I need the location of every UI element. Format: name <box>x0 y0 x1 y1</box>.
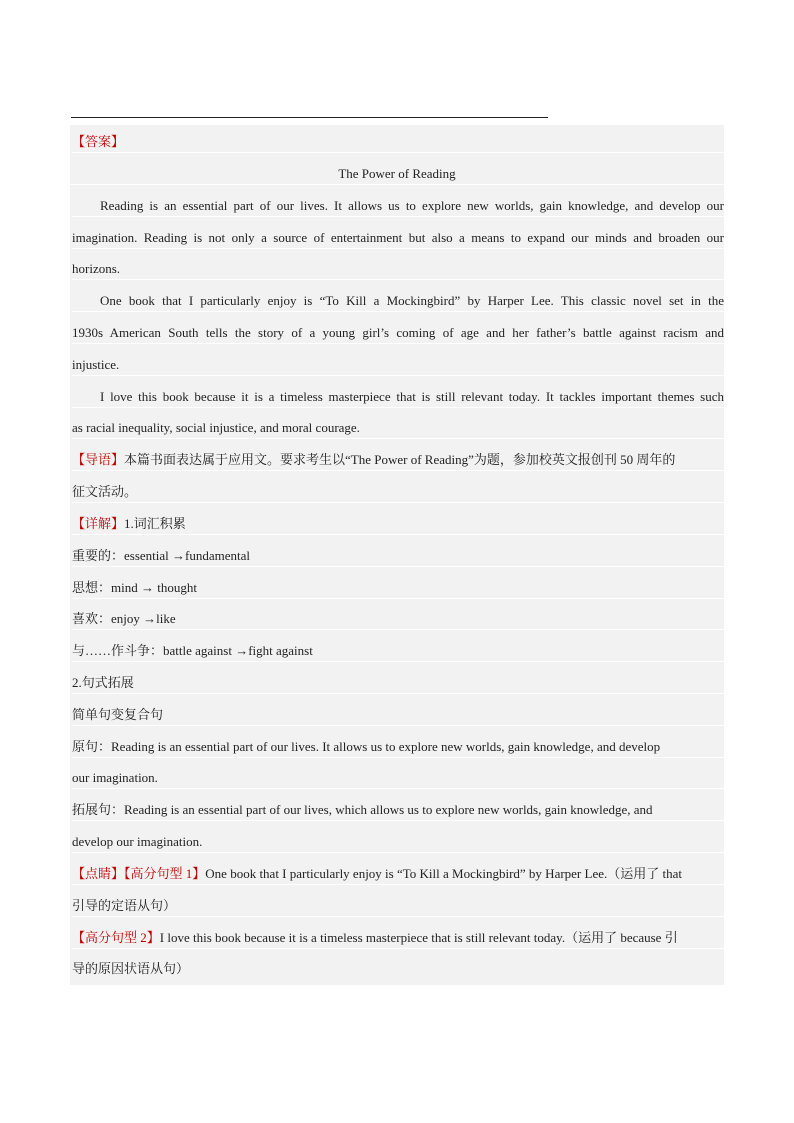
highlight-1-line-2: 引导的定语从句） <box>72 896 724 917</box>
essay-paragraph-3-line-2: as racial inequality, social injustice, and moral courage. <box>72 418 724 439</box>
guide-line-2: 征文活动。 <box>72 482 724 503</box>
highlight-tag: 【点睛】 <box>72 866 125 881</box>
vocab-item: 重要的：essential →fundamental <box>72 546 724 567</box>
highlight-2-line-2: 导的原因状语从句） <box>72 961 190 976</box>
answer-panel <box>70 125 724 985</box>
highlight-2-text: I love this book because it is a timeless masterpiece that is still relevant today.（运用了 because 引 <box>159 930 678 945</box>
essay-paragraph-2-line-2: 1930s American South tells the story of a young girl’s coming of age and her father’s battle against racism and <box>72 323 724 344</box>
answer-tag: 【答案】 <box>72 134 125 149</box>
original-sentence-line-2: our imagination. <box>72 768 724 789</box>
essay-paragraph-2-line-3: injustice. <box>72 355 724 376</box>
guide-text: 本篇书面表达属于应用文。要求考生以“The Power of Reading”为题，参加校英文报创刊 50 周年的 <box>124 452 676 467</box>
section-2-subheading: 简单句变复合句 <box>72 705 724 726</box>
highlight-2-tag: 【高分句型 2】 <box>72 930 160 945</box>
highlight-2-line-1 <box>72 928 724 949</box>
vocab-item: 与……作斗争：battle against →fight against <box>72 641 724 662</box>
essay-paragraph-1-line-1: Reading is an essential part of our lives. It allows us to explore new worlds, gain knowledge, and develop our <box>72 196 724 217</box>
highlight-1-line-1 <box>72 864 724 885</box>
detail-heading-text: 1.词汇积累 <box>124 516 186 531</box>
essay-paragraph-1-line-3: horizons. <box>72 259 724 280</box>
highlight-1-text: One book that I particularly enjoy is “To Kill a Mockingbird” by Harper Lee.（运用了 that <box>205 866 682 881</box>
top-rule <box>71 117 548 118</box>
essay-paragraph-2-line-1: One book that I particularly enjoy is “To Kill a Mockingbird” by Harper Lee. This classic novel set in the <box>72 291 724 312</box>
expanded-sentence-line-1: 拓展句：Reading is an essential part of our lives, which allows us to explore new worlds, gain knowledge, and <box>72 800 724 821</box>
expanded-sentence-line-2: develop our imagination. <box>72 832 724 853</box>
highlight-1-tag: 【高分句型 1】 <box>124 866 206 881</box>
essay-title: The Power of Reading <box>70 164 724 185</box>
essay-paragraph-3-line-1: I love this book because it is a timeless masterpiece that is still relevant today. It tackles important themes such <box>72 387 724 408</box>
original-sentence-line-1: 原句：Reading is an essential part of our lives. It allows us to explore new worlds, gain knowledge, and develop <box>72 737 724 758</box>
detail-heading <box>72 514 724 535</box>
answer-heading <box>72 132 724 153</box>
guide-tag: 【导语】 <box>72 452 125 467</box>
essay-paragraph-1-line-2: imagination. Reading is not only a source of entertainment but also a means to expand our minds and broaden our <box>72 228 724 249</box>
detail-tag: 【详解】 <box>72 516 125 531</box>
vocab-item: 喜欢：enjoy →like <box>72 609 724 630</box>
guide-line-1 <box>72 450 724 471</box>
section-2-heading: 2.句式拓展 <box>72 673 724 694</box>
vocab-item: 思想：mind → thought <box>72 578 724 599</box>
